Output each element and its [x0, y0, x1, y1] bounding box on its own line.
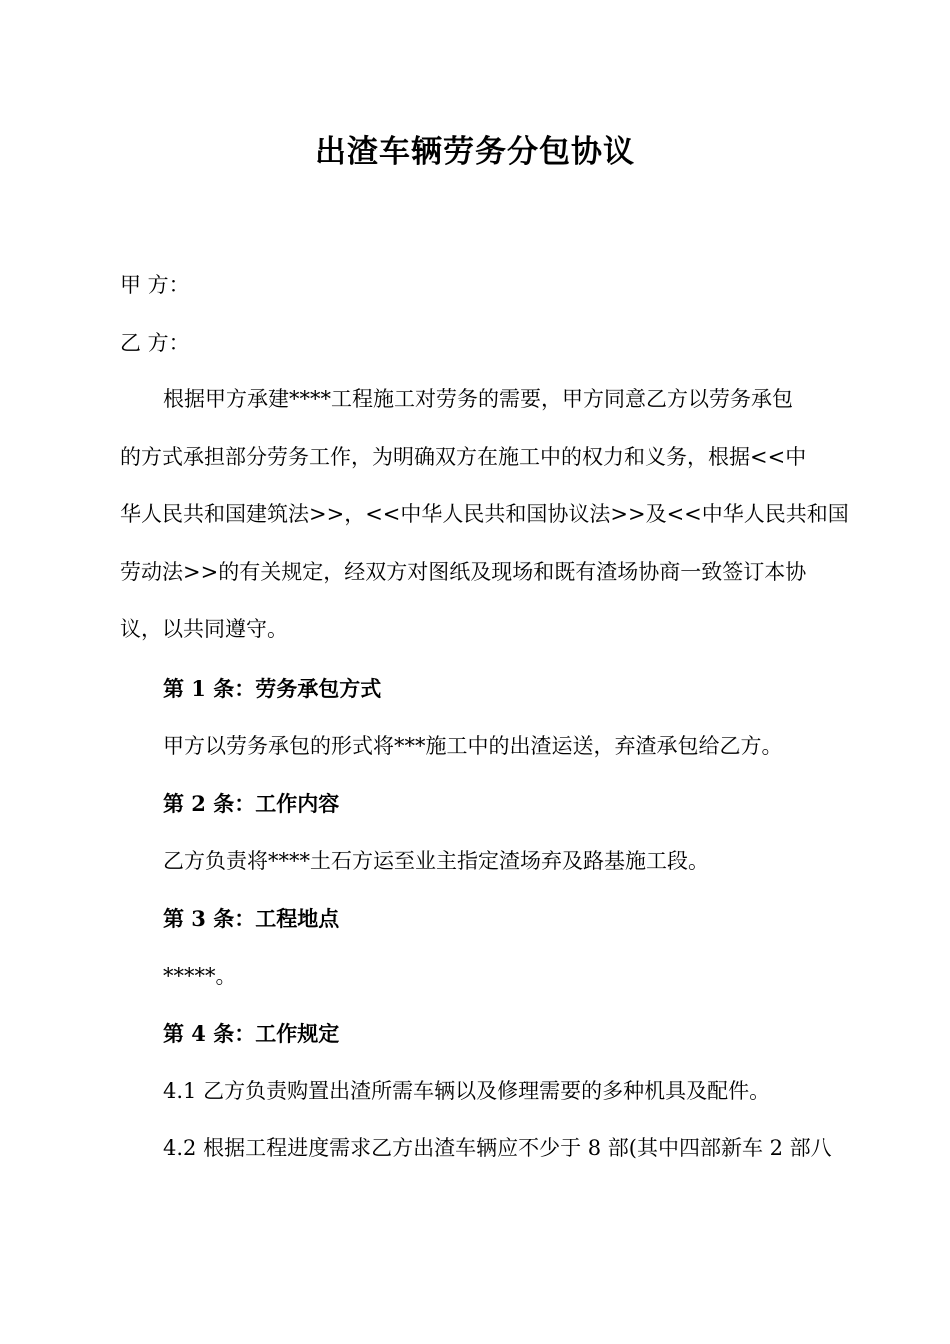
intro-line: 的方式承担部分劳务工作，为明确双方在施工中的权力和义务，根据<<中	[120, 444, 807, 469]
section-heading: 第 3 条：工程地点	[163, 906, 340, 931]
sections-block	[120, 660, 848, 1178]
section-text: 4.1 乙方负责购置出渣所需车辆以及修理需要的多种机具及配件。	[163, 1078, 771, 1103]
intro-line: 劳动法>>的有关规定，经双方对图纸及现场和既有渣场协商一致签订本协	[120, 559, 807, 584]
section-text: 甲方以劳务承包的形式将***施工中的出渣运送，弃渣承包给乙方。	[163, 733, 783, 758]
intro-line: 根据甲方承建****工程施工对劳务的需要，甲方同意乙方以劳务承包	[163, 387, 793, 411]
section-heading: 第 1 条：劳务承包方式	[163, 676, 382, 701]
section-text: *****。	[163, 963, 237, 988]
intro-paragraph	[120, 371, 848, 659]
section-text: 乙方负责将****土石方运至业主指定渣场弃及路基施工段。	[163, 848, 709, 873]
party-block	[120, 257, 848, 372]
intro-line: 华人民共和国建筑法>>，<<中华人民共和国协议法>>及<<中华人民共和国	[120, 502, 849, 526]
document-title: 出渣车辆劳务分包协议	[315, 134, 635, 170]
section-heading: 第 4 条：工作规定	[163, 1021, 340, 1046]
party-a-line: 甲 方：	[120, 273, 190, 297]
intro-line: 议，以共同遵守。	[120, 617, 288, 641]
section-text: 4.2 根据工程进度需求乙方出渣车辆应不少于 8 部(其中四部新车 2 部八	[163, 1136, 832, 1160]
party-b-line: 乙 方：	[120, 330, 190, 355]
section-heading: 第 2 条：工作内容	[163, 791, 340, 816]
